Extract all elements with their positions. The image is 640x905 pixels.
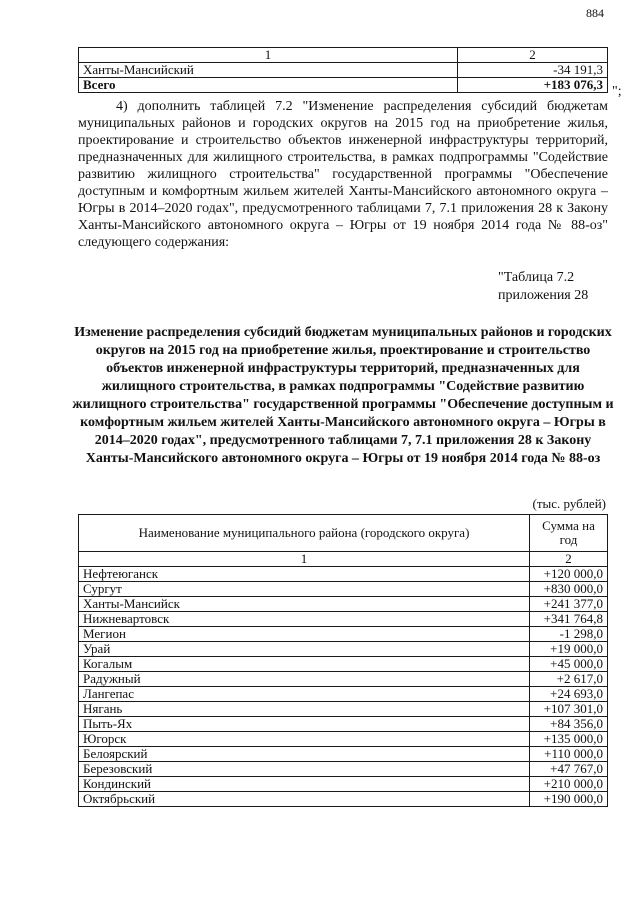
amount-value: +2 617,0 <box>530 672 608 687</box>
column-index: 1 <box>79 48 458 63</box>
amount-value: +241 377,0 <box>530 597 608 612</box>
amount-value: -1 298,0 <box>530 627 608 642</box>
table-row <box>79 672 608 687</box>
district-name: Октябрьский <box>79 792 530 807</box>
district-name: Пыть-Ях <box>79 717 530 732</box>
table-index-row <box>79 48 608 63</box>
district-name: Нягань <box>79 702 530 717</box>
district-name: Мегион <box>79 627 530 642</box>
table-row <box>79 687 608 702</box>
amount-value: +120 000,0 <box>530 567 608 582</box>
district-name: Сургут <box>79 582 530 597</box>
column-index: 1 <box>79 552 530 567</box>
table-row <box>79 792 608 807</box>
district-name: Урай <box>79 642 530 657</box>
district-name: Ханты-Мансийск <box>79 597 530 612</box>
amount-value: +45 000,0 <box>530 657 608 672</box>
table-heading: Изменение распределения субсидий бюджетам муниципальных районов и городских округов на 2015 год на приобретение жилья, проектирование и строительство объектов инженерной инфраструктуры территорий, предназначенных для жилищного строительства, в рамках подпрограммы "Содействие развитию жилищного строительства" государственной программы "Обеспечение доступным и комфортным жильем жителей Ханты-Мансийского автономного округа – Югры в 2014–2020 годах", предусмотренного таблицами 7, 7.1 приложения 28 к Закону Ханты-Мансийского автономного округа – Югры от 19 ноября 2014 года № 88-оз <box>72 325 614 466</box>
table-row <box>79 63 608 78</box>
table-reference <box>498 269 588 305</box>
table-reference-line: приложения 28 <box>498 288 589 303</box>
district-name: Югорск <box>79 732 530 747</box>
amount-value: +19 000,0 <box>530 642 608 657</box>
amount-value: +135 000,0 <box>530 732 608 747</box>
header-district-name: Наименование муниципального района (городского округа) <box>79 515 530 552</box>
amount-value: +84 356,0 <box>530 717 608 732</box>
district-name: Белоярский <box>79 747 530 762</box>
total-label: Всего <box>79 78 458 93</box>
total-value: +183 076,3 <box>458 78 608 93</box>
amount-value: +110 000,0 <box>530 747 608 762</box>
table-row <box>79 582 608 597</box>
amount-value: +830 000,0 <box>530 582 608 597</box>
amount-value: +341 764,8 <box>530 612 608 627</box>
table-row <box>79 597 608 612</box>
district-name: Нижневартовск <box>79 612 530 627</box>
table-header-row <box>79 515 608 552</box>
district-name: Лангепас <box>79 687 530 702</box>
amount-value: -34 191,3 <box>458 63 608 78</box>
table-row <box>79 717 608 732</box>
district-name: Нефтеюганск <box>79 567 530 582</box>
amount-value: +107 301,0 <box>530 702 608 717</box>
table-row <box>79 762 608 777</box>
column-index: 2 <box>458 48 608 63</box>
table-row <box>79 702 608 717</box>
table-index-row <box>79 552 608 567</box>
district-name: Радужный <box>79 672 530 687</box>
subsidy-table <box>78 514 608 807</box>
amount-value: +210 000,0 <box>530 777 608 792</box>
table-row <box>79 747 608 762</box>
district-name: Ханты-Мансийский <box>79 63 458 78</box>
units-label: (тыс. рублей) <box>532 496 606 511</box>
total-row <box>79 78 608 93</box>
amount-value: +24 693,0 <box>530 687 608 702</box>
amendment-paragraph: 4) дополнить таблицей 7.2 "Изменение распределения субсидий бюджетам муниципальных районов и городских округов на 2015 год на приобретение жилья, проектирование и строительство объектов инженерной инфраструктуры территорий, предназначенных для жилищного строительства, в рамках подпрограммы "Содействие развитию жилищного строительства" государственной программы "Обеспечение доступным и комфортным жильем жителей Ханты-Мансийского автономного округа – Югры в 2014–2020 годах", предусмотренного таблицами 7, 7.1 приложения 28 к Закону Ханты-Мансийского автономного округа – Югры от 19 ноября 2014 года № 88-оз" следующего содержания: <box>78 99 608 250</box>
district-name: Кондинский <box>79 777 530 792</box>
closing-quote: "; <box>612 84 622 99</box>
amount-value: +190 000,0 <box>530 792 608 807</box>
page-number: 884 <box>586 6 604 20</box>
column-index: 2 <box>530 552 608 567</box>
table-row <box>79 627 608 642</box>
table-reference-line: "Таблица 7.2 <box>498 270 575 285</box>
continuation-table <box>78 47 608 93</box>
table-row <box>79 612 608 627</box>
table-row <box>79 642 608 657</box>
table-row <box>79 657 608 672</box>
table-row <box>79 777 608 792</box>
district-name: Когалым <box>79 657 530 672</box>
amount-value: +47 767,0 <box>530 762 608 777</box>
table-row <box>79 567 608 582</box>
district-name: Березовский <box>79 762 530 777</box>
header-sum: Сумма на год <box>530 515 608 552</box>
table-row <box>79 732 608 747</box>
